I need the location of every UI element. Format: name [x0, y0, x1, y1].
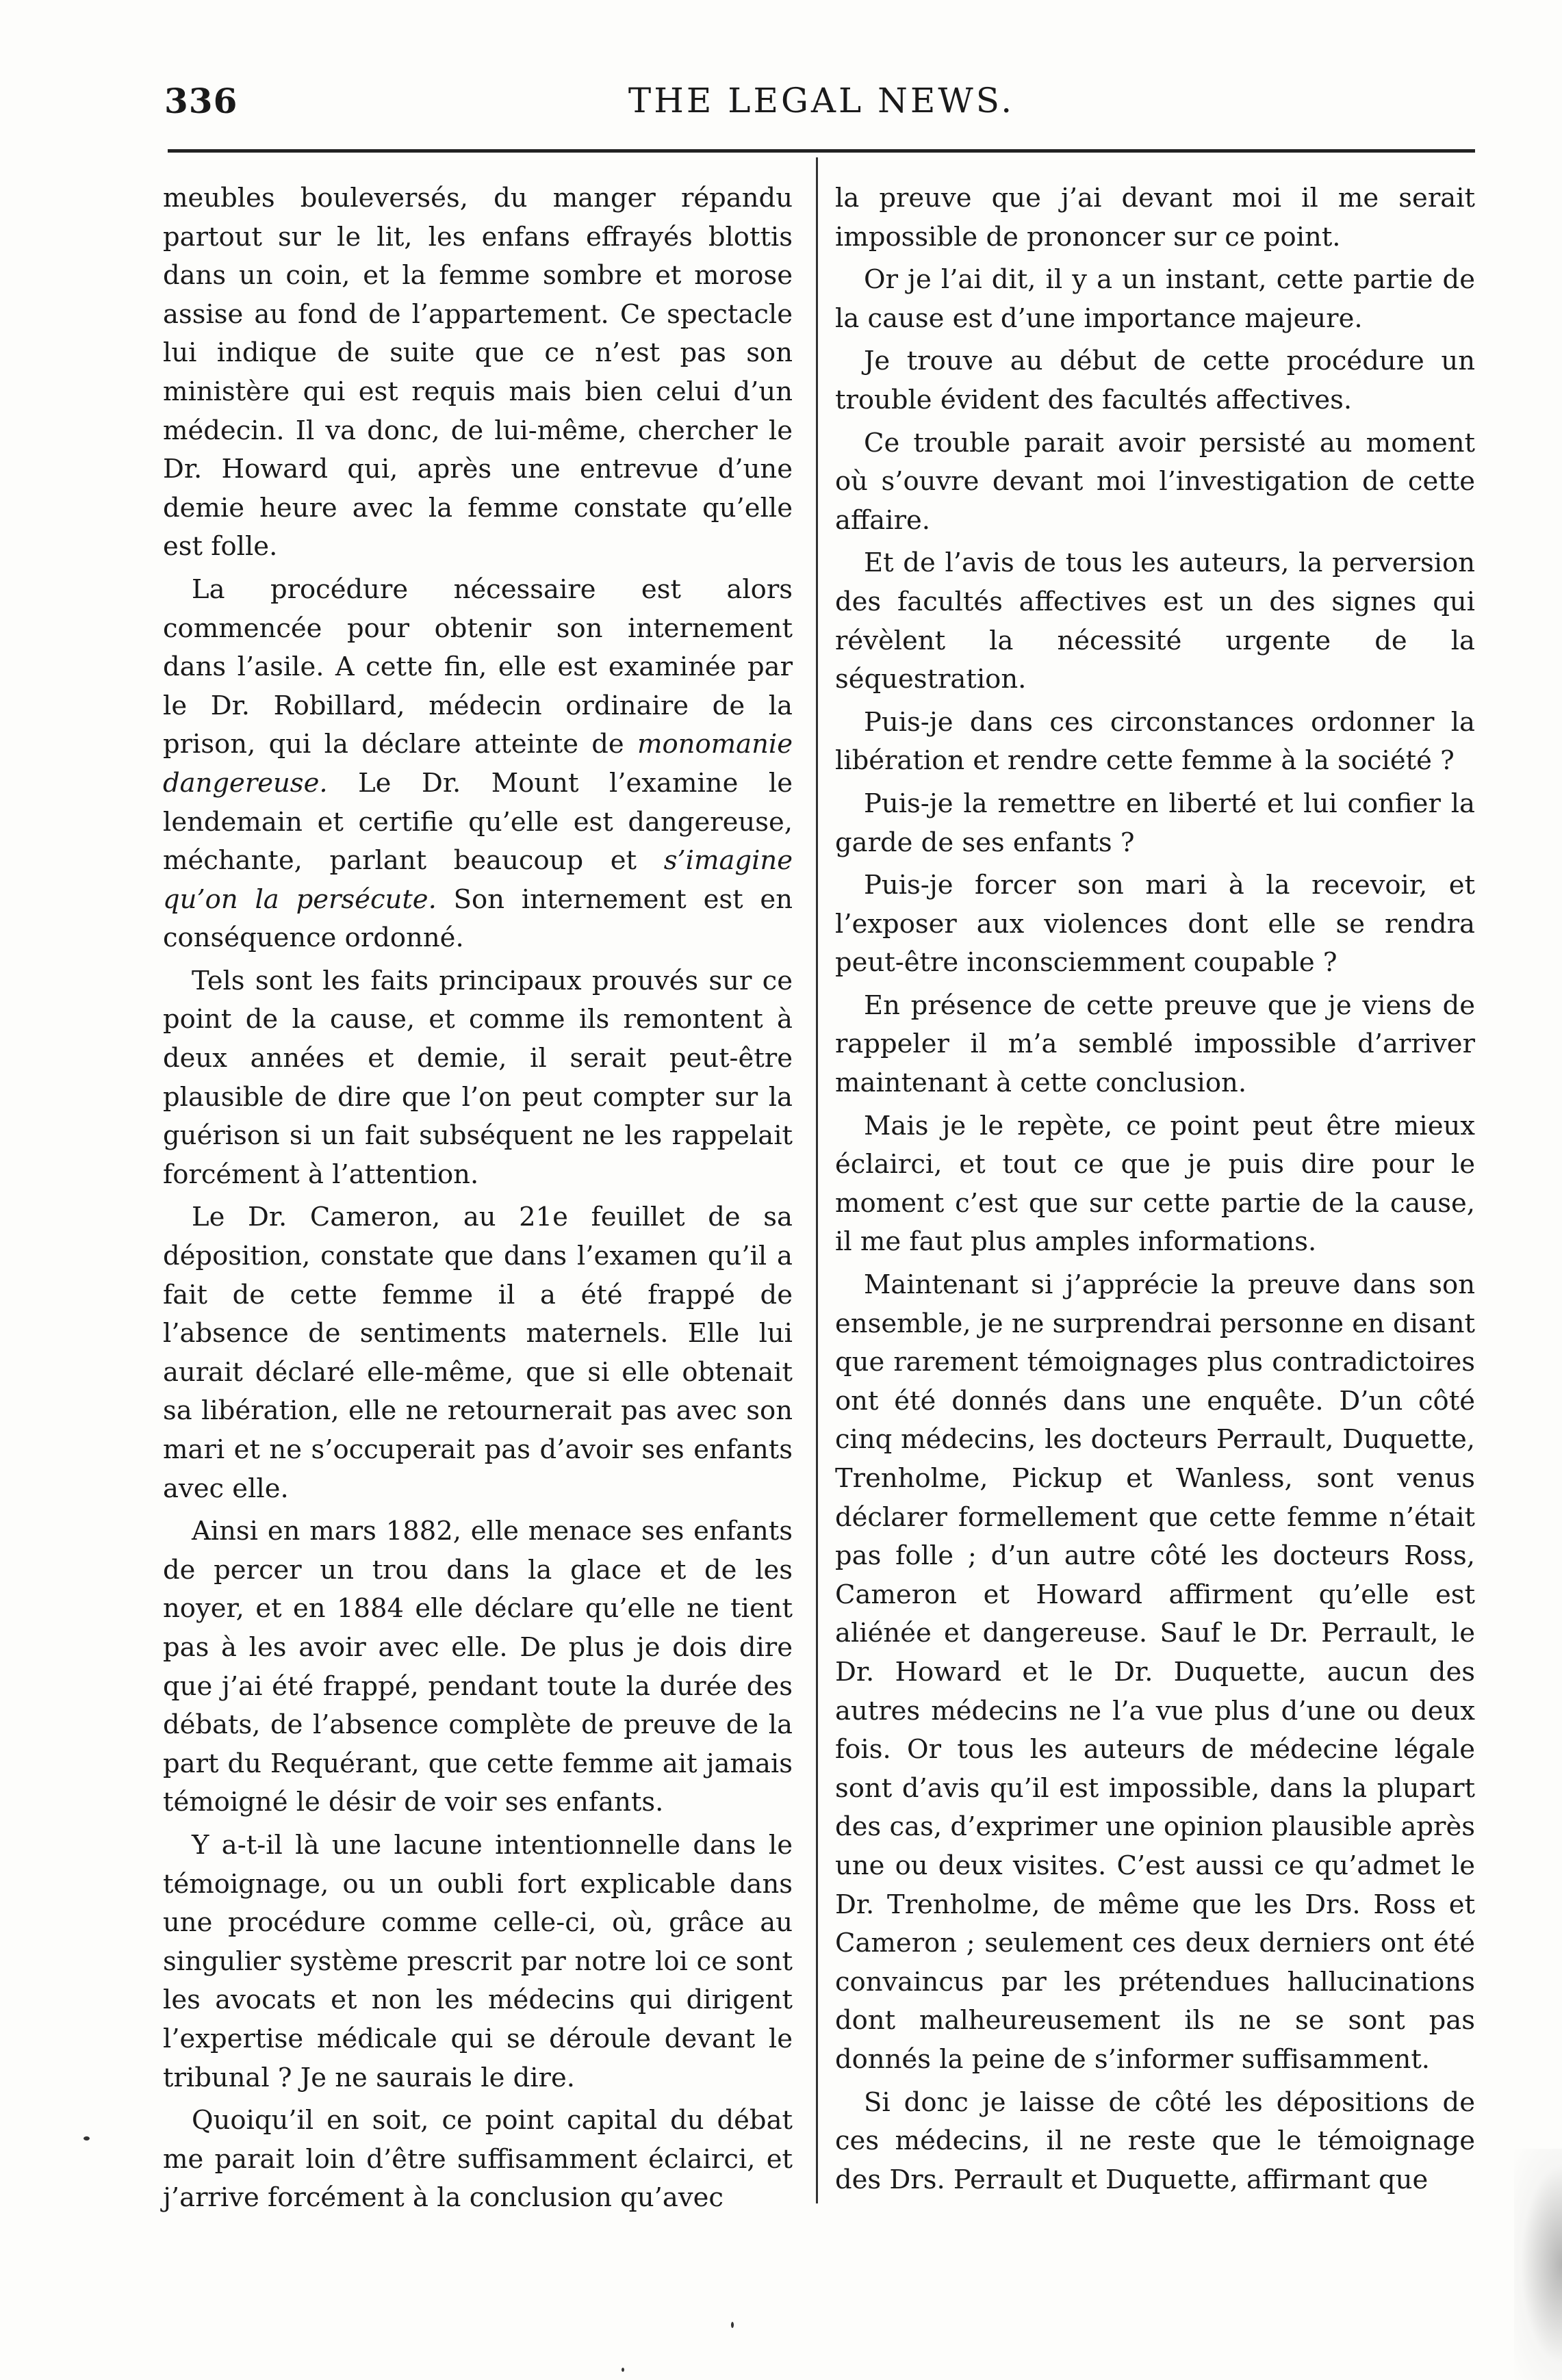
- paragraph-text: Maintenant si j’apprécie la preuve dans son ensemble, je ne surprendrai personne en disant que rarement témoignages plus contradictoires ont été donnés dans une enquête. D’un côté cinq médecins, les docteurs Perrault, Duquette, Trenholme, Pickup et Wanless, sont venus déclarer formellement que cette femme n’était pas folle ; d’un autre côté les docteurs Ross, Cameron et Howard affirment qu’elle est aliénée et dangereuse. Sauf le Dr. Perrault, le Dr. Howard et le Dr. Duquette, aucun des autres médecins ne l’a vue plus d’une ou deux fois. Or tous les auteurs de médecine légale sont d’avis qu’il est impossible, dans la plupart des cas, d’exprimer une opinion plausible après une ou deux visites. C’est aussi ce qu’admet le Dr. Trenholme, de même que les Drs. Ross et Cameron ; seulement ces deux derniers ont été convaincus par les prétendues hallucinations dont malheureusement ils ne se sont pas donnés la peine de s’informer suffisamment.: [835, 1269, 1475, 2075]
- page-edge-stain: [1514, 2149, 1562, 2380]
- margin-speck: [622, 2368, 624, 2372]
- column-divider: [816, 157, 818, 2203]
- left-column: [163, 179, 793, 2222]
- paragraph-text: Quoiqu’il en soit, ce point capital du débat me parait loin d’être suffisamment éclairci, et j’arrive forcément à la conclusion qu’avec: [163, 2105, 793, 2214]
- paragraph-text: Puis-je la remettre en liberté et lui confier la garde de ses enfants ?: [835, 788, 1475, 858]
- paragraph-text: En présence de cette preuve que je viens de rappeler il m’a semblé impossible d’arriver maintenant à cette conclusion.: [835, 989, 1475, 1099]
- italic-text: s’imagine qu’on la persécute.: [163, 845, 793, 915]
- right-column-paragraph: [835, 785, 1475, 862]
- left-column-paragraph: [163, 1512, 793, 1822]
- right-column-paragraph: [835, 1107, 1475, 1262]
- paragraph-text: Je trouve au début de cette procédure un trouble évident des facultés affectives.: [835, 346, 1475, 415]
- left-column-paragraph: [163, 179, 793, 567]
- left-column-paragraph: [163, 1826, 793, 2097]
- left-column-paragraph: [163, 962, 793, 1195]
- paragraph-text: Tels sont les faits principaux prouvés sur ce point de la cause, et comme ils remontent à deux années et demie, il serait peut-être plausible de dire que l’on peut compter sur la guérison si un fait subséquent ne les rappelait forcément à l’attention.: [163, 965, 793, 1190]
- paragraph-text: Puis-je dans ces circonstances ordonner la libération et rendre cette femme à la société ?: [835, 706, 1475, 777]
- running-title: THE LEGAL NEWS.: [628, 81, 1015, 120]
- paragraph-text: Mais je le repète, ce point peut être mieux éclairci, et tout ce que je puis dire pour le moment c’est que sur cette partie de la cause, il me faut plus amples informations.: [835, 1110, 1475, 1258]
- right-column-paragraph: [835, 179, 1475, 257]
- page-number: 336: [164, 81, 238, 121]
- paragraph-text: la preuve que j’ai devant moi il me serait impossible de prononcer sur ce point.: [835, 183, 1475, 253]
- right-column-paragraph: [835, 987, 1475, 1103]
- right-column-paragraph: [835, 342, 1475, 419]
- margin-speck: [731, 2322, 734, 2328]
- right-column-paragraph: [835, 1266, 1475, 2079]
- right-column: [835, 179, 1475, 2203]
- paragraph-text: Son internement est en conséquence ordonné.: [163, 883, 793, 954]
- paragraph-text: Ainsi en mars 1882, elle menace ses enfants de percer un trou dans la glace et de les noyer, et en 1884 elle déclare qu’elle ne tient pas à les avoir avec elle. De plus je dois dire que j’ai été frappé, pendant toute la durée des débats, de l’absence complète de preuve de la part du Requérant, que cette femme ait jamais témoigné le désir de voir ses enfants.: [163, 1516, 793, 1818]
- paragraph-text: Y a-t-il là une lacune intentionnelle dans le témoignage, ou un oubli fort explicable dans une procédure comme celle-ci, où, grâce au singulier système prescrit par notre loi ce sont les avocats et non les médecins qui dirigent l’expertise médicale qui se déroule devant le tribunal ? Je ne saurais le dire.: [163, 1829, 793, 2093]
- right-column-paragraph: [835, 866, 1475, 983]
- paragraph-text: Si donc je laisse de côté les dépositions de ces médecins, il ne reste que le témoignage des Drs. Perrault et Duquette, affirmant que: [835, 2086, 1475, 2195]
- header-rule: [168, 149, 1475, 153]
- paragraph-text: Puis-je forcer son mari à la recevoir, et l’exposer aux violences dont elle se rendra peut-être inconsciemment coupable ?: [835, 870, 1475, 979]
- right-column-paragraph: [835, 2084, 1475, 2200]
- left-column-paragraph: [163, 571, 793, 958]
- paragraph-text: Ce trouble parait avoir persisté au moment où s’ouvre devant moi l’investigation de cette affaire.: [835, 427, 1475, 536]
- right-column-paragraph: [835, 424, 1475, 541]
- right-column-paragraph: [835, 703, 1475, 781]
- paragraph-text: Le Dr. Mount l’examine le lendemain et certifie qu’elle est dangereuse, méchante, parlant beaucoup et: [163, 767, 793, 877]
- paragraph-text: La procédure nécessaire est alors commencée pour obtenir son internement dans l’asile. A cette fin, elle est examinée par le Dr. Robillard, médecin ordinaire de la prison, qui la déclare atteinte de: [163, 573, 793, 760]
- left-column-paragraph: [163, 1198, 793, 1508]
- right-column-paragraph: [835, 261, 1475, 338]
- italic-text: monomanie dangereuse.: [163, 729, 793, 799]
- paragraph-text: Or je l’ai dit, il y a un instant, cette partie de la cause est d’une importance majeure.: [835, 264, 1475, 334]
- left-column-paragraph: [163, 2101, 793, 2218]
- paragraph-text: meubles bouleversés, du manger répandu partout sur le lit, les enfans effrayés blottis dans un coin, et la femme sombre et morose assise au fond de l’appartement. Ce spectacle lui indique de suite que ce n’est pas son ministère qui est requis mais bien celui d’un médecin. Il va donc, de lui-même, chercher le Dr. Howard qui, après une entrevue d’une demie heure avec la femme constate qu’elle est folle.: [163, 183, 793, 562]
- running-header: [164, 81, 1478, 135]
- margin-speck: [84, 2136, 90, 2140]
- right-column-paragraph: [835, 544, 1475, 699]
- paragraph-text: Et de l’avis de tous les auteurs, la perversion des facultés affectives est un des signes qui révèlent la nécessité urgente de la séquestration.: [835, 547, 1475, 695]
- paragraph-text: Le Dr. Cameron, au 21e feuillet de sa déposition, constate que dans l’examen qu’il a fait de cette femme il a été frappé de l’absence de sentiments maternels. Elle lui aurait déclaré elle-même, que si elle obtenait sa libération, elle ne retournerait pas avec son mari et ne s’occuperait pas d’avoir ses enfants avec elle.: [163, 1202, 793, 1504]
